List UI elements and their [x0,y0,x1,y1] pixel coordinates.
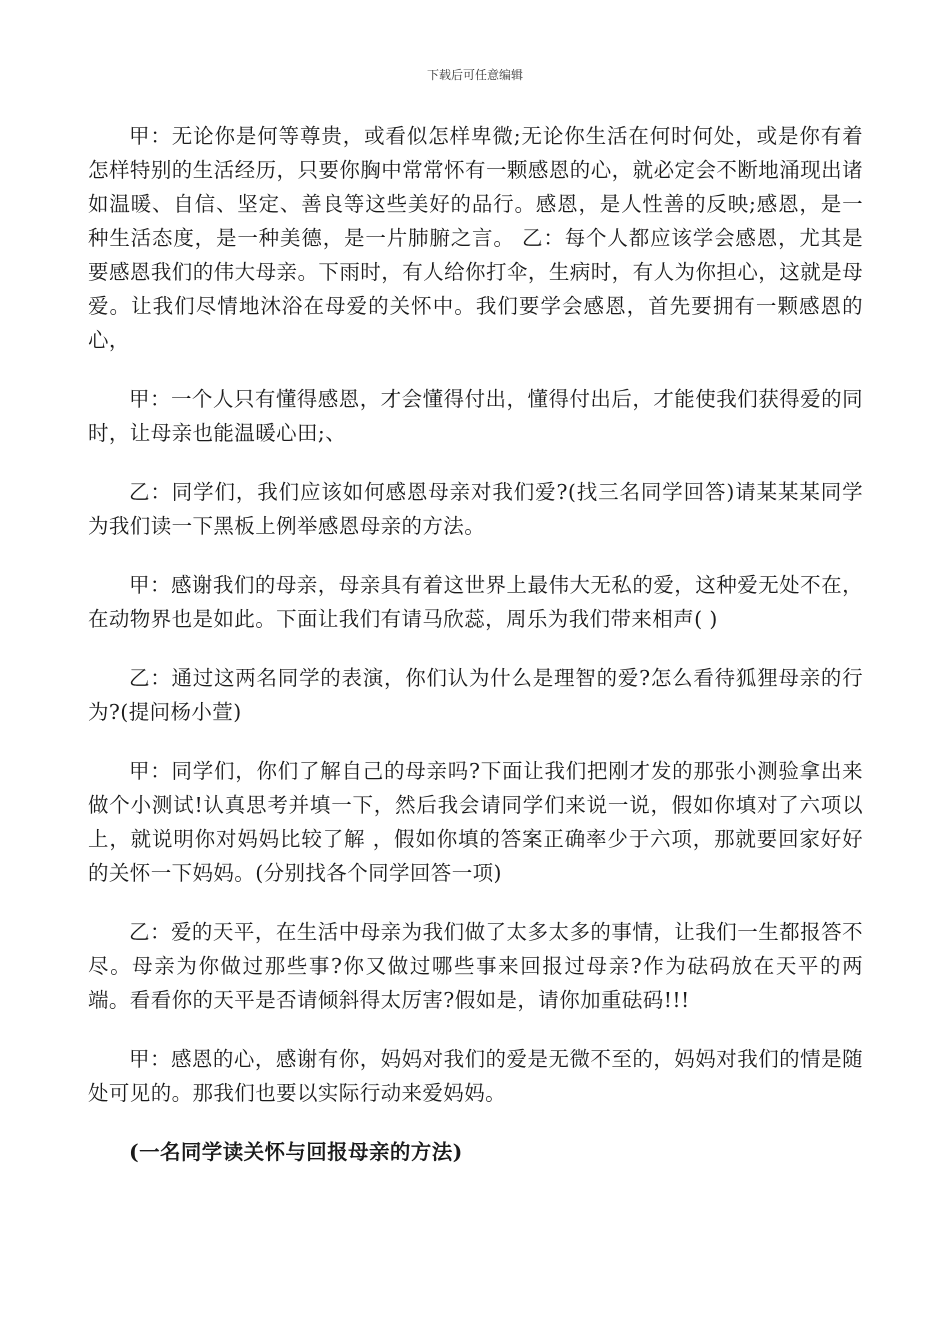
paragraph-8: 甲：感恩的心，感谢有你，妈妈对我们的爱是无微不至的，妈妈对我们的情是随处可见的。那我们也要以实际行动来爱妈妈。 [88,1047,863,1105]
paragraph-7: 乙：爱的天平，在生活中母亲为我们做了太多太多的事情，让我们一生都报答不尽。母亲为你做过那些事?你又做过哪些事来回报过母亲?作为砝码放在天平的两端。看看你的天平是否请倾斜得太厉害?假如是，请你加重砝码!!! [88,920,863,1012]
closing-heading: (一名同学读关怀与回报母亲的方法) [129,1140,463,1164]
paragraph-4: 甲：感谢我们的母亲，母亲具有着这世界上最伟大无私的爱，这种爱无处不在，在动物界也是如此。下面让我们有请马欣蕊，周乐为我们带来相声( ) [88,573,863,631]
page-header: 下载后可任意编辑 [426,68,523,82]
paragraph-5: 乙：通过这两名同学的表演，你们认为什么是理智的爱?怎么看待狐狸母亲的行为?(提问杨小萱) [88,666,863,724]
paragraph-3: 乙：同学们，我们应该如何感恩母亲对我们爱?(找三名同学回答)请某某某同学为我们读一下黑板上例举感恩母亲的方法。 [88,480,863,538]
paragraph-2: 甲：一个人只有懂得感恩，才会懂得付出，懂得付出后，才能使我们获得爱的同时，让母亲也能温暖心田;、 [88,387,863,445]
paragraph-1: 甲：无论你是何等尊贵，或看似怎样卑微;无论你生活在何时何处，或是你有着怎样特别的生活经历，只要你胸中常常怀有一颗感恩的心，就必定会不断地涌现出诸如温暖、自信、坚定、善良等这些美好的品行。感恩，是人性善的反映;感恩，是一种生活态度，是一种美德，是一片肺腑之言。 乙：每个人都应该学会感恩，尤其是要感恩我们的伟大母亲。下雨时，有人给你打伞，生病时，有人为你担心，这就是母爱。让我们尽情地沐浴在母爱的关怀中。我们要学会感恩，首先要拥有一颗感恩的心， [88,124,863,352]
document-body [88,119,863,1169]
paragraph-6: 甲：同学们，你们了解自己的母亲吗?下面让我们把刚才发的那张小测验拿出来做个小测试!认真思考并填一下，然后我会请同学们来说一说，假如你填对了六项以上，就说明你对妈妈比较了解 ，假如你填的答案正确率少于六项，那就要回家好好的关怀一下妈妈。(分别找各个同学回答一项) [88,759,863,885]
